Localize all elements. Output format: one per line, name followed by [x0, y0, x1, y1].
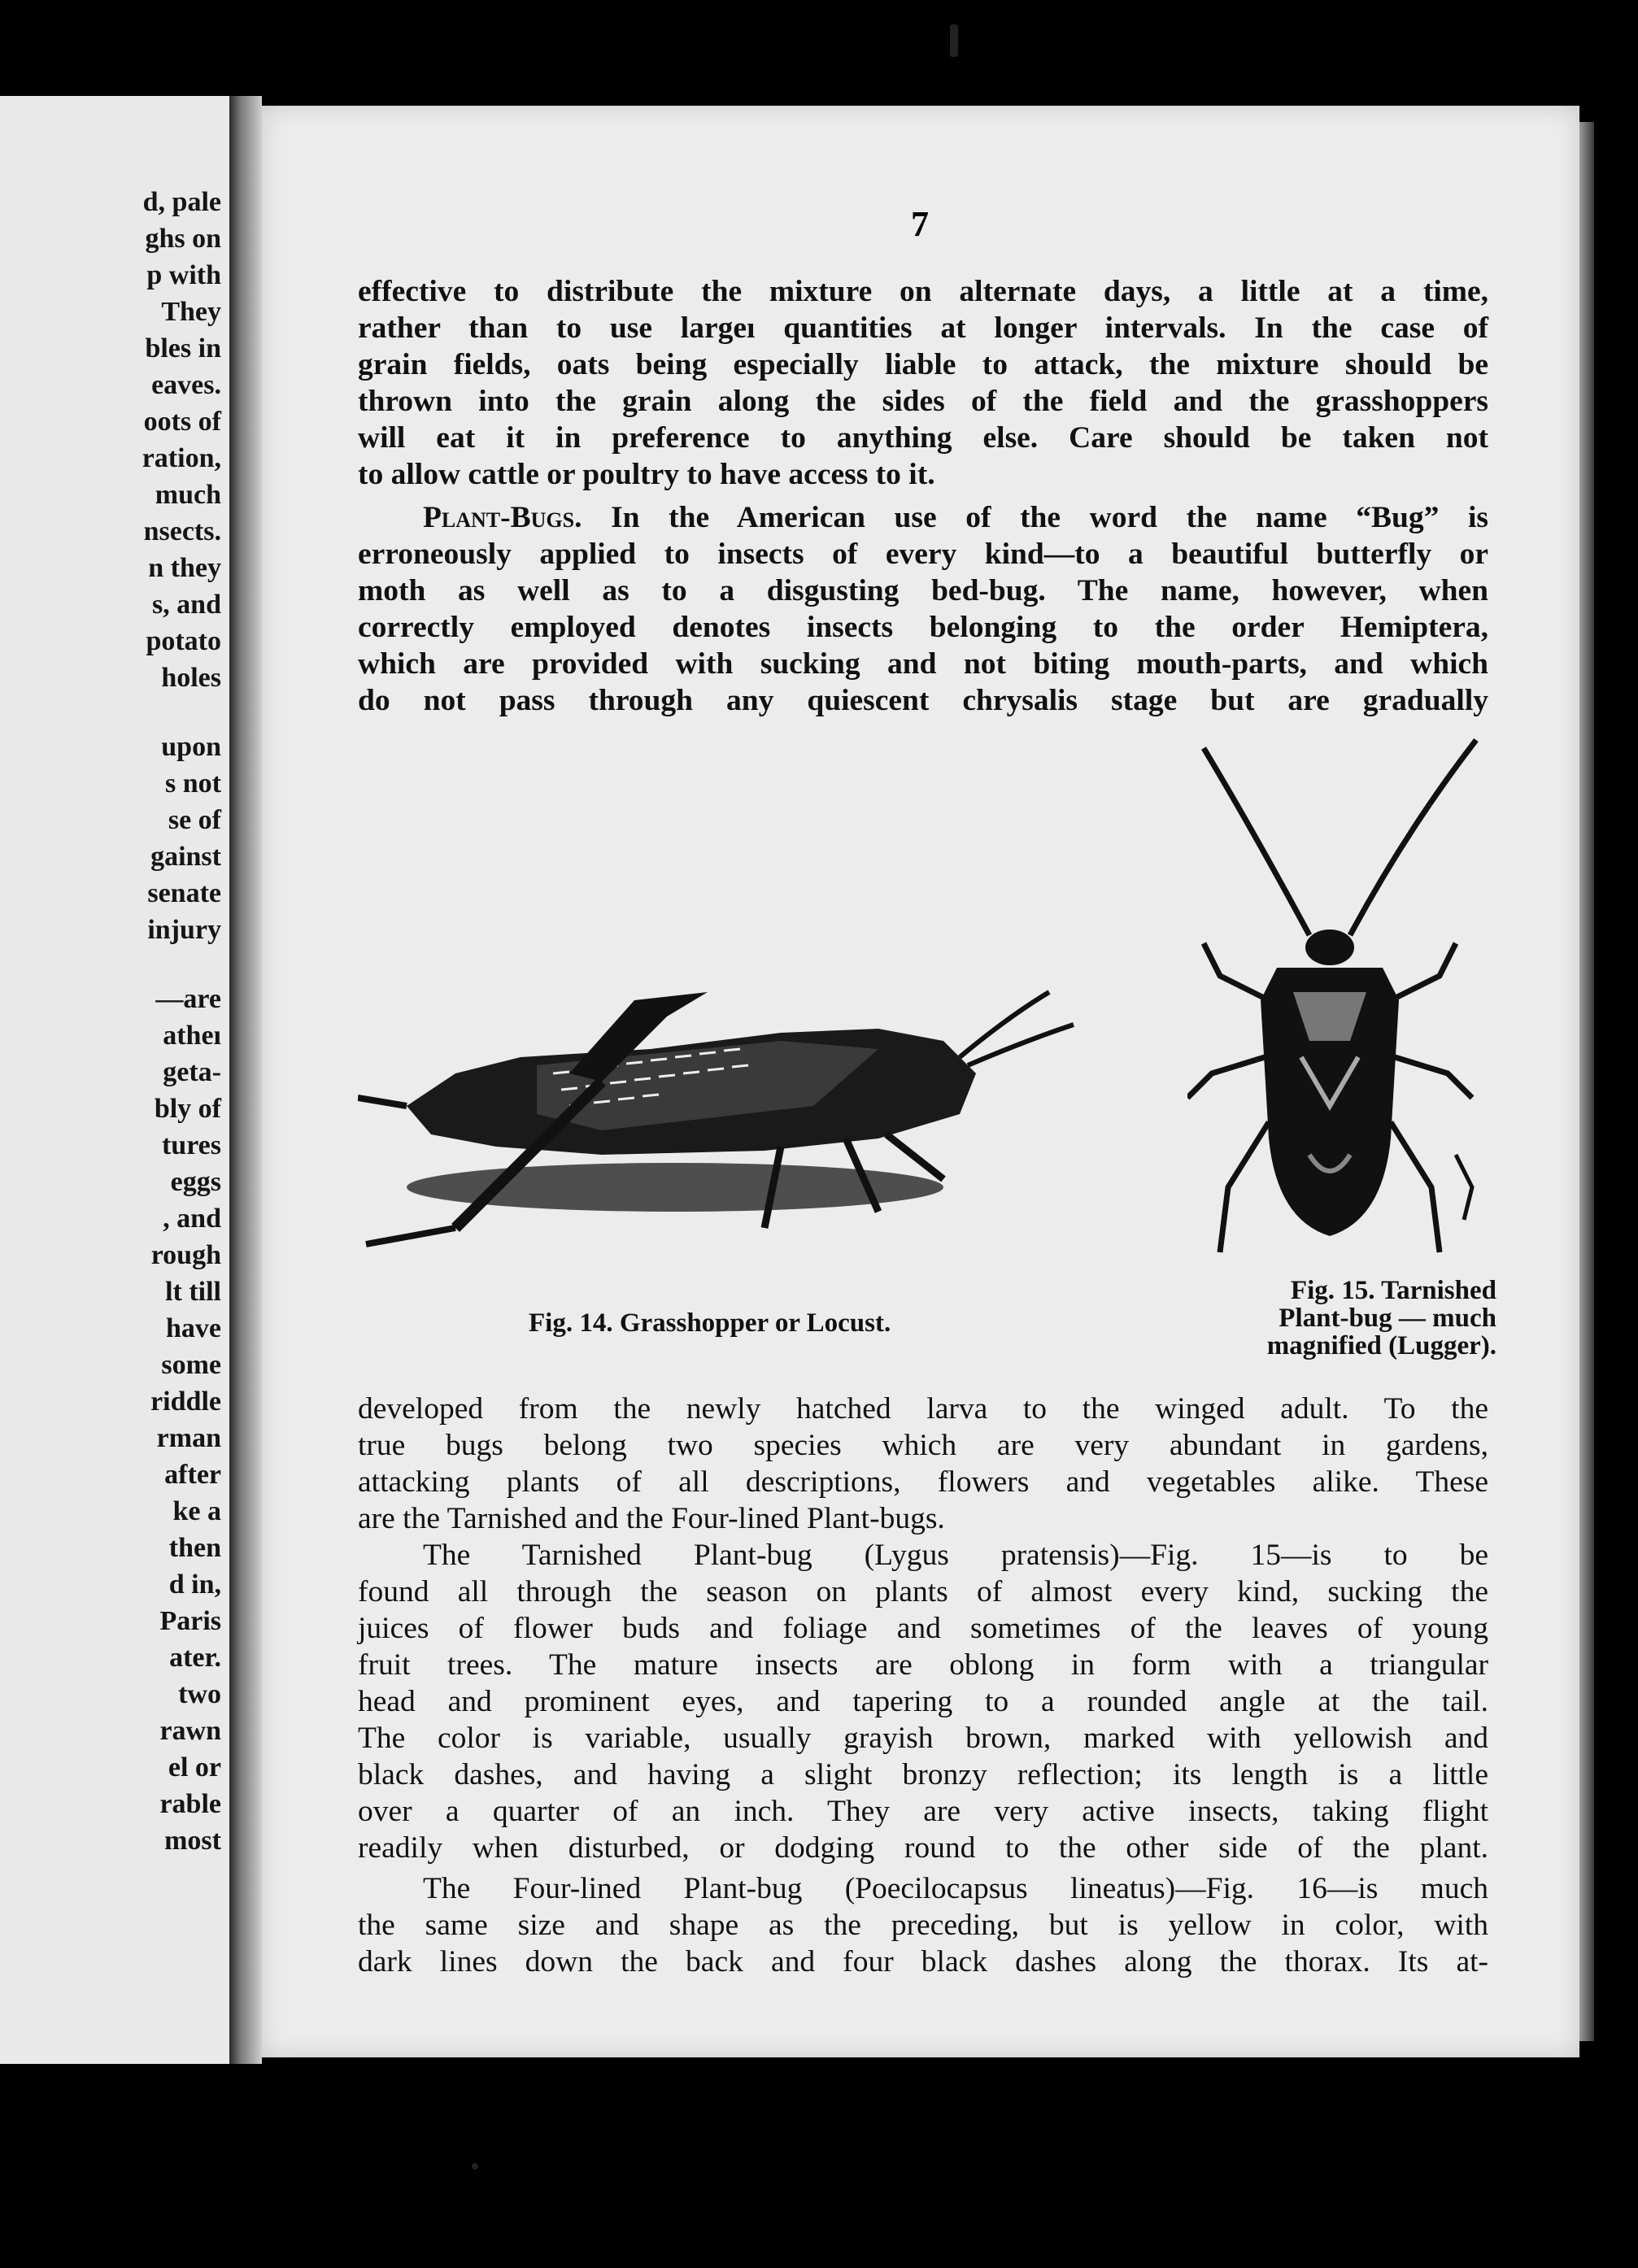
left-page-fragment: potato: [146, 626, 221, 656]
book-gutter: [229, 96, 262, 2064]
left-page-fragment: , and: [163, 1204, 221, 1234]
left-page-fragment: senate: [147, 878, 221, 908]
left-page-fragment: much: [155, 480, 221, 510]
caption-line: magnified (Lugger).: [1266, 1331, 1496, 1360]
text-line: correctly employed denotes insects belonging to the order Hemiptera,: [358, 611, 1488, 644]
section-heading: Plant-Bugs.: [423, 501, 582, 534]
left-page-fragment: eaves.: [151, 370, 221, 400]
left-page-fragment: nsects.: [143, 516, 221, 546]
left-page-fragment: s, and: [151, 590, 221, 620]
left-page-fragment: bly of: [154, 1094, 221, 1124]
paragraph-1: [358, 273, 1488, 493]
grasshopper-illustration: [358, 984, 1139, 1252]
paragraph-5: [358, 1870, 1488, 1980]
left-page-fragment: geta-: [163, 1057, 221, 1087]
text-line: attacking plants of all descriptions, flowers and vegetables alike. These: [358, 1465, 1488, 1499]
left-page-fragment: two: [178, 1679, 221, 1709]
figure-area: [358, 732, 1496, 1382]
text-line: readily when disturbed, or dodging round to the other side of the plant.: [358, 1831, 1488, 1865]
left-page-fragment: rman: [156, 1423, 221, 1453]
text-line: fruit trees. The mature insects are oblong in form with a triangular: [358, 1648, 1488, 1682]
scan-speck: [472, 2163, 478, 2170]
text-line: moth as well as to a disgusting bed-bug. The name, however, when: [358, 574, 1488, 607]
left-page-fragment: some: [161, 1350, 221, 1380]
left-page-fragment: tures: [161, 1130, 221, 1160]
text-line: rather than to use largeı quantities at longer intervals. In the case of: [358, 311, 1488, 345]
left-page-fragment: ke a: [172, 1496, 221, 1526]
left-page-fragment: p with: [146, 260, 221, 290]
left-page-fragment: most: [164, 1826, 221, 1856]
left-page-fragment: ration,: [142, 443, 221, 473]
left-page-fragment: eggs: [170, 1167, 221, 1197]
left-page-fragment: atheı: [163, 1021, 221, 1051]
figure-14-caption: Fig. 14. Grasshopper or Locust.: [529, 1308, 891, 1338]
left-page-fragment: after: [164, 1460, 221, 1490]
text-line: found all through the season on plants of almost every kind, sucking the: [358, 1575, 1488, 1608]
text-line: dark lines down the back and four black dashes along the thorax. Its at-: [358, 1945, 1488, 1979]
left-page-fragment: n they: [148, 553, 221, 583]
text-line: The Tarnished Plant-bug (Lygus pratensis)—Fig. 15—is to be: [423, 1539, 1488, 1572]
left-page-fragment: d, pale: [142, 187, 221, 217]
caption-line: Plant-bug — much: [1279, 1304, 1496, 1333]
text-fragment: In the American use of the word the name “Bug” is: [611, 501, 1489, 534]
text-line: are the Tarnished and the Four-lined Plant-bugs.: [358, 1502, 945, 1535]
plant-bug-illustration: [1187, 732, 1488, 1269]
left-page-fragment: ghs on: [145, 224, 221, 254]
text-line: do not pass through any quiescent chrysalis stage but are gradually: [358, 684, 1488, 717]
text-line: effective to distribute the mixture on alternate days, a little at a time,: [358, 275, 1488, 308]
left-page-fragment: holes: [161, 663, 221, 693]
text-line: black dashes, and having a slight bronzy reflection; its length is a little: [358, 1758, 1488, 1791]
left-page-fragment: —are: [155, 984, 221, 1014]
text-line: The Four-lined Plant-bug (Poecilocapsus lineatus)—Fig. 16—is much: [423, 1872, 1488, 1905]
text-line: will eat it in preference to anything else. Care should be taken not: [358, 421, 1488, 455]
previous-page-fragment: [0, 96, 234, 2064]
left-page-fragment: ater.: [169, 1643, 221, 1673]
page-edge: [1579, 122, 1594, 2041]
caption-line: Fig. 15. Tarnished: [1290, 1276, 1496, 1305]
left-page-fragment: oots of: [143, 407, 221, 437]
text-line: thrown into the grain along the sides of the field and the grasshoppers: [358, 385, 1488, 418]
left-page-fragment: have: [166, 1313, 221, 1343]
text-line: to allow cattle or poultry to have access to it.: [358, 458, 935, 491]
left-page-fragment: d in,: [168, 1569, 221, 1600]
text-line: developed from the newly hatched larva to the winged adult. To the: [358, 1392, 1488, 1426]
text-line: over a quarter of an inch. They are very active insects, taking flight: [358, 1795, 1488, 1828]
left-page-fragment: injury: [147, 915, 221, 945]
left-page-fragment: rable: [159, 1789, 221, 1819]
text-line: [358, 499, 1488, 536]
left-page-fragment: rough: [150, 1240, 221, 1270]
left-page-fragment: riddle: [150, 1386, 221, 1417]
text-line: the same size and shape as the preceding, but is yellow in color, with: [358, 1909, 1488, 1942]
paragraph-2: [358, 499, 1488, 719]
left-page-fragment: upon: [161, 732, 221, 762]
text-line: The color is variable, usually grayish brown, marked with yellowish and: [358, 1722, 1488, 1755]
left-page-fragment: They: [161, 297, 221, 327]
figure-15-caption: [1187, 1277, 1496, 1360]
text-line: head and prominent eyes, and tapering to a rounded angle at the tail.: [358, 1685, 1488, 1718]
left-page-fragment: then: [168, 1533, 221, 1563]
left-page-fragment: gainst: [150, 842, 221, 872]
paragraph-4: [358, 1537, 1488, 1866]
paragraph-3: [358, 1391, 1488, 1537]
left-page-fragment: s not: [165, 768, 221, 799]
left-page-fragment: se of: [168, 805, 221, 835]
text-line: grain fields, oats being especially liable to attack, the mixture should be: [358, 348, 1488, 381]
left-page-fragment: Paris: [159, 1606, 221, 1636]
text-line: juices of flower buds and foliage and sometimes of the leaves of young: [358, 1612, 1488, 1645]
text-line: which are provided with sucking and not biting mouth-parts, and which: [358, 647, 1488, 681]
text-line: true bugs belong two species which are very abundant in gardens,: [358, 1429, 1488, 1462]
scan-speck: [950, 24, 958, 57]
page-number: 7: [911, 204, 929, 244]
left-page-fragment: rawn: [159, 1716, 221, 1746]
left-page-fragment: bles in: [145, 333, 221, 363]
left-page-fragment: el or: [168, 1752, 221, 1783]
text-line: erroneously applied to insects of every kind—to a beautiful butterfly or: [358, 538, 1488, 571]
left-page-fragment: lt till: [165, 1277, 221, 1307]
